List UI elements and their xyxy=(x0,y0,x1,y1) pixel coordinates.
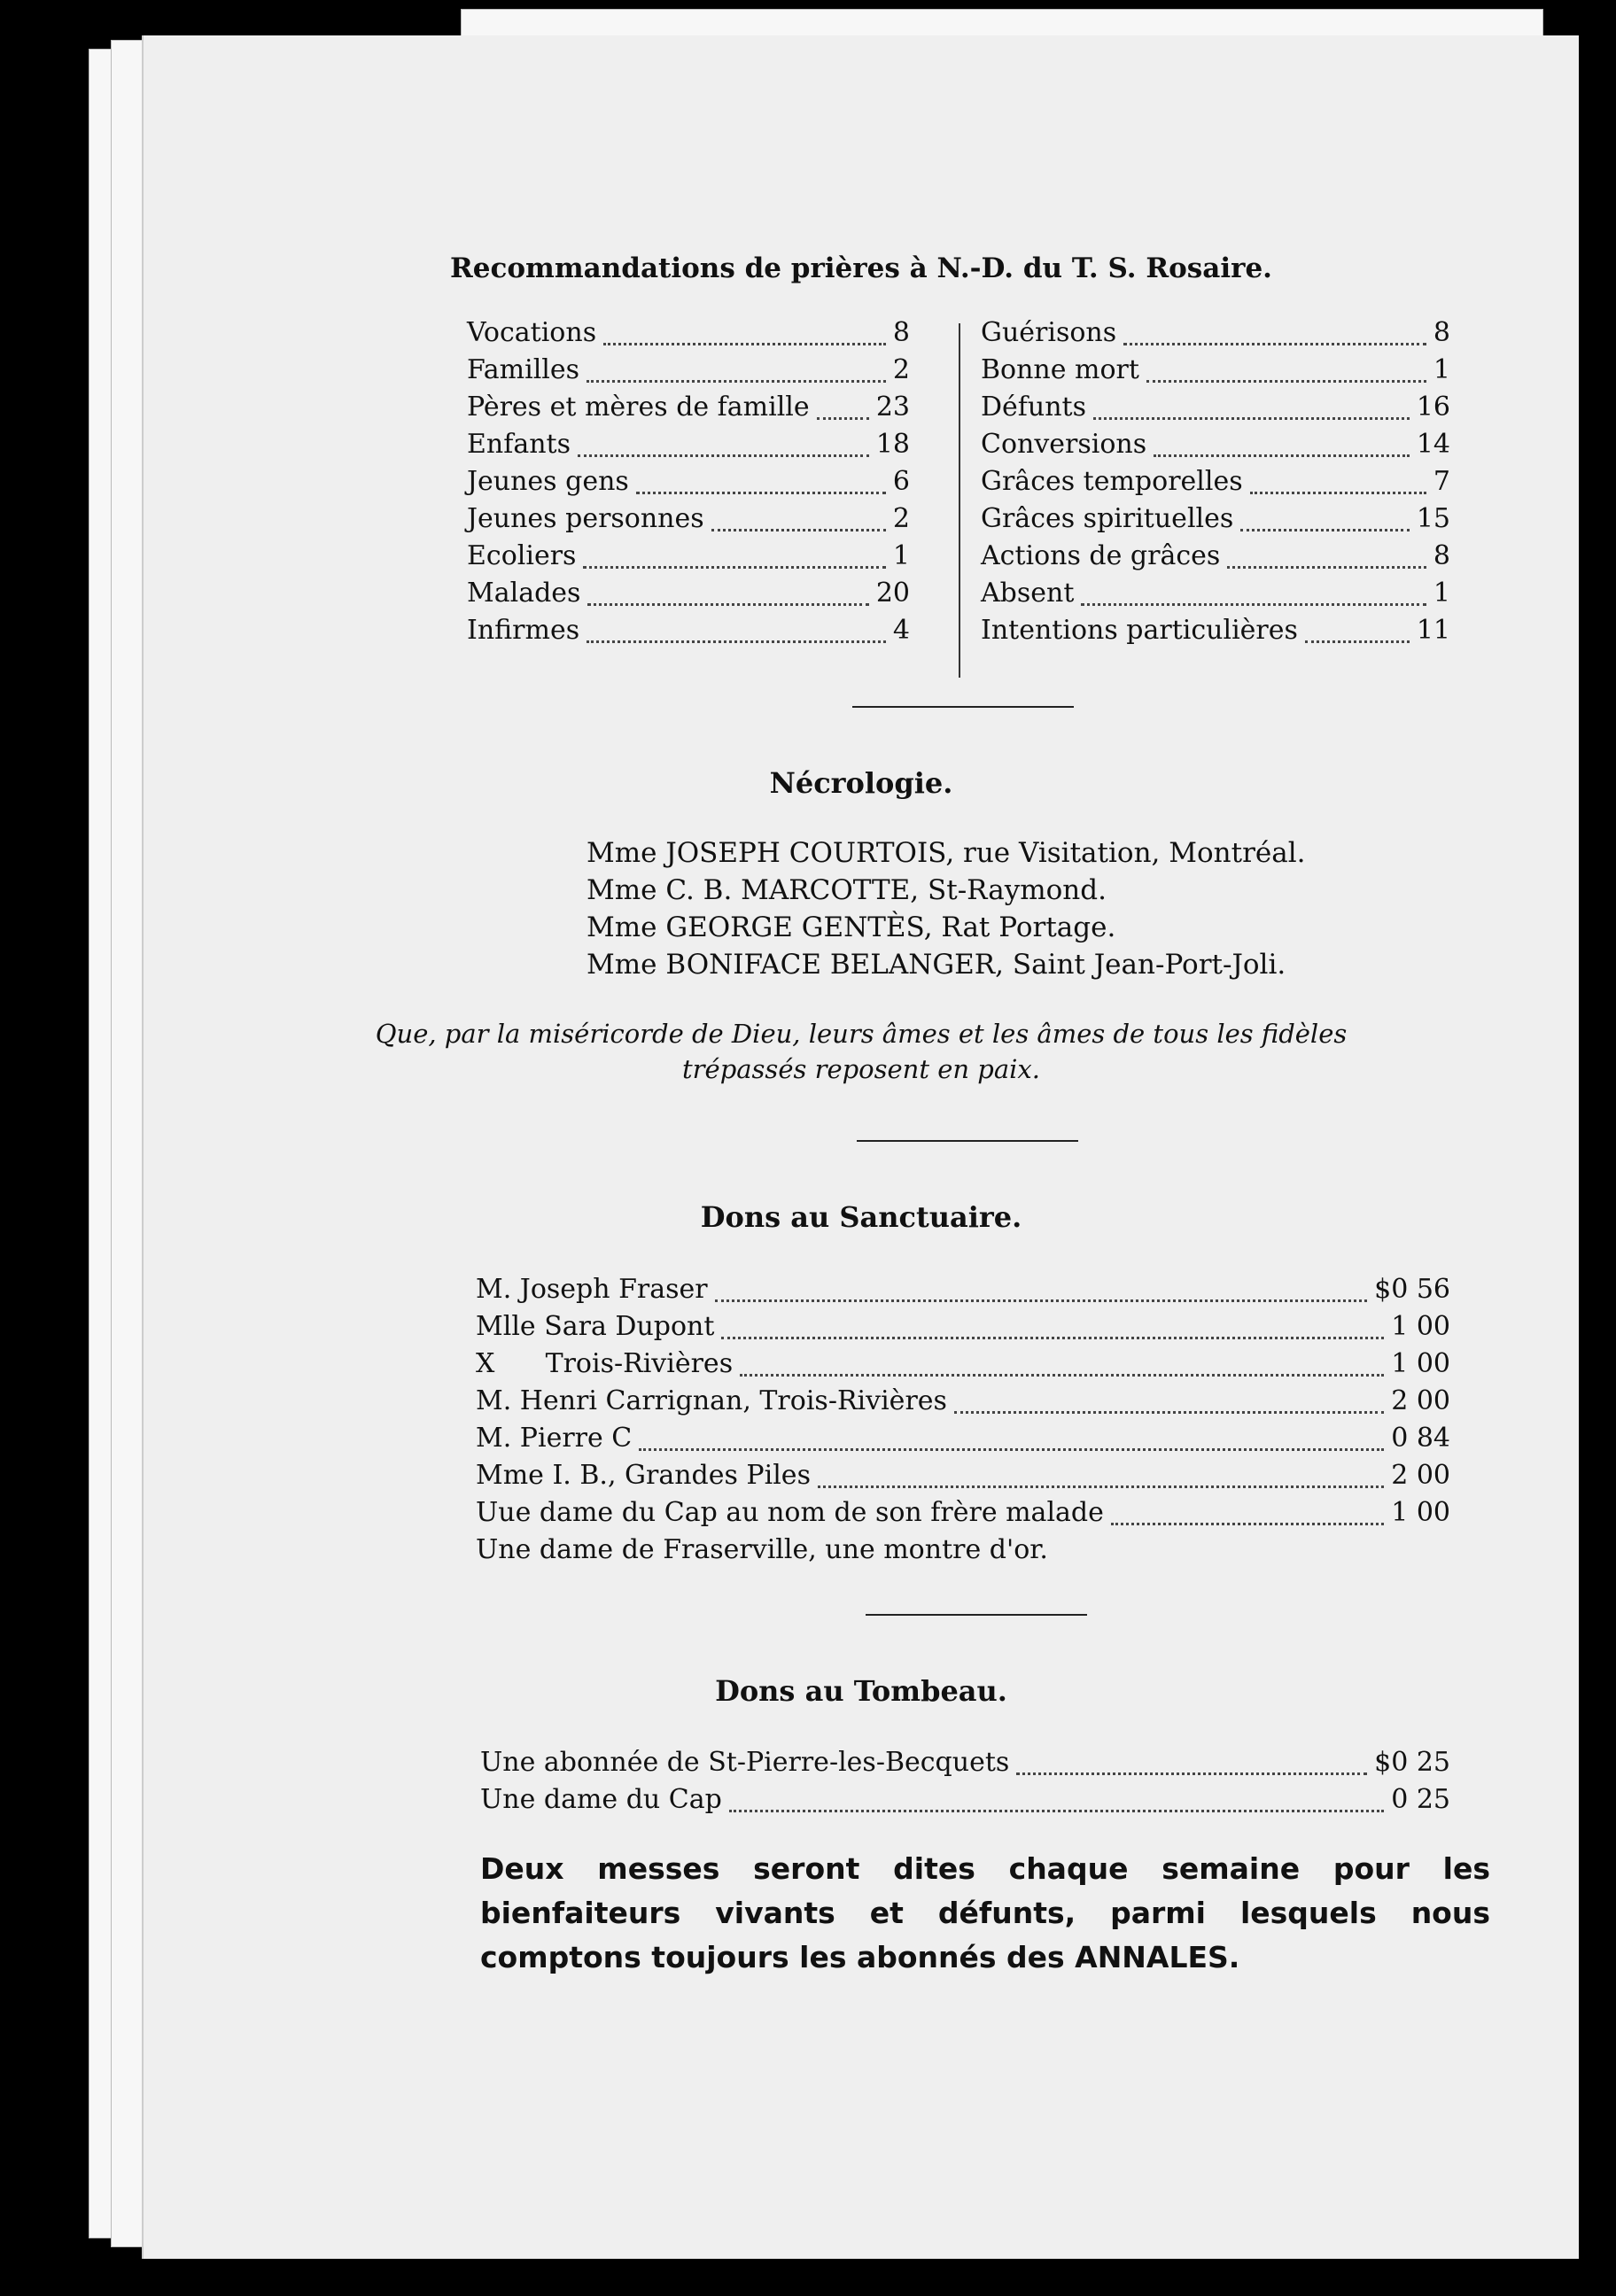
necrologie-title: Nécrologie. xyxy=(769,766,953,800)
sanctuaire-title: Dons au Sanctuaire. xyxy=(700,1200,1022,1234)
list-item: Ecoliers 1 xyxy=(467,540,910,571)
list-item: Intentions particulières 11 xyxy=(981,615,1450,646)
list-item: Actions de grâces 8 xyxy=(981,540,1450,571)
tombeau-title: Dons au Tombeau. xyxy=(715,1674,1007,1708)
section-divider xyxy=(852,706,1074,708)
list-item: Jeunes personnes 2 xyxy=(467,503,910,534)
table-row: M. Henri Carrignan, Trois-Rivières 2 00 xyxy=(476,1385,1450,1416)
table-row: M. Joseph Fraser $0 56 xyxy=(476,1274,1450,1305)
list-item: Pères et mères de famille 23 xyxy=(467,392,910,423)
table-row: Mlle Sara Dupont 1 00 xyxy=(476,1311,1450,1342)
section-divider xyxy=(866,1614,1087,1616)
list-item: Enfants 18 xyxy=(467,429,910,460)
list-item: Malades 20 xyxy=(467,578,910,609)
prayer-line: trépassés reposent en paix. xyxy=(682,1054,1040,1084)
list-item: Infirmes 4 xyxy=(467,615,910,646)
table-row: Uue dame du Cap au nom de son frère malade 1 00 xyxy=(476,1497,1450,1528)
table-row-note: Une dame de Fraserville, une montre d'or. xyxy=(476,1534,1048,1565)
list-item: Bonne mort 1 xyxy=(981,354,1450,385)
table-row: Mme I. B., Grandes Piles 2 00 xyxy=(476,1460,1450,1491)
table-row: Une dame du Cap 0 25 xyxy=(480,1784,1450,1815)
list-item: Vocations 8 xyxy=(467,317,910,348)
column-divider xyxy=(959,323,960,678)
table-row: X Trois-Rivières 1 00 xyxy=(476,1348,1450,1379)
list-item: Grâces spirituelles 15 xyxy=(981,503,1450,534)
list-item: Conversions 14 xyxy=(981,429,1450,460)
section-divider xyxy=(857,1140,1078,1142)
necrologie-entry: Mme BONIFACE BELANGER, Saint Jean-Port-Joli. xyxy=(587,949,1286,981)
closing-note: Deux messes seront dites chaque semaine pour les bienfaiteurs vivants et défunts, parmi lesquels nous comptons toujours les abonnés des ANNALES. xyxy=(480,1851,1490,1974)
list-item: Grâces temporelles 7 xyxy=(981,466,1450,497)
prayer-line: Que, par la miséricorde de Dieu, leurs âmes et les âmes de tous les fidèles xyxy=(375,1019,1348,1049)
table-row: Une abonnée de St-Pierre-les-Becquets $0 25 xyxy=(480,1747,1450,1778)
list-item: Jeunes gens 6 xyxy=(467,466,910,497)
list-item: Défunts 16 xyxy=(981,392,1450,423)
list-item: Familles 2 xyxy=(467,354,910,385)
recommandations-title: Recommandations de prières à N.-D. du T. S. Rosaire. xyxy=(450,252,1272,284)
list-item: Absent 1 xyxy=(981,578,1450,609)
necrologie-entry: Mme C. B. MARCOTTE, St-Raymond. xyxy=(587,874,1107,906)
table-row: M. Pierre C 0 84 xyxy=(476,1423,1450,1454)
necrologie-entry: Mme GEORGE GENTÈS, Rat Portage. xyxy=(587,911,1116,943)
list-item: Guérisons 8 xyxy=(981,317,1450,348)
necrologie-entry: Mme JOSEPH COURTOIS, rue Visitation, Montréal. xyxy=(587,837,1306,869)
document-page xyxy=(142,35,1579,2259)
